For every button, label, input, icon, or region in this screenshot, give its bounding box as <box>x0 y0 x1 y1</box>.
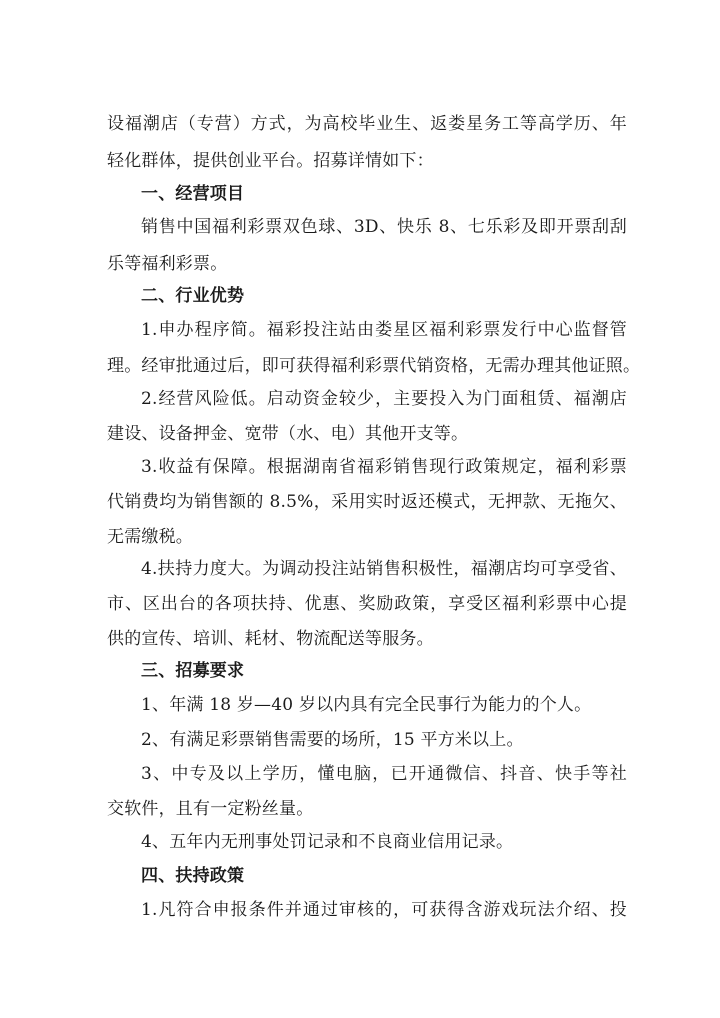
body-text-line: 无需缴税。 <box>107 527 193 547</box>
body-text-line: 市、区出台的各项扶持、优惠、奖励政策，享受区福利彩票中心提 <box>107 594 627 614</box>
body-text-line: 1、年满 18 岁—40 岁以内具有完全民事行为能力的个人。 <box>141 695 592 715</box>
body-text-line: 2.经营风险低。启动资金较少，主要投入为门面租赁、福潮店 <box>141 389 627 409</box>
section-heading: 二、行业优势 <box>141 286 245 306</box>
body-text-line: 销售中国福利彩票双色球、3D、快乐 8、七乐彩及即开票刮刮 <box>141 217 627 237</box>
body-text-line: 2、有满足彩票销售需要的场所，15 平方米以上。 <box>141 730 524 750</box>
section-heading: 一、经营项目 <box>141 184 245 204</box>
body-text-line: 1.凡符合申报条件并通过审核的，可获得含游戏玩法介绍、投 <box>141 900 627 920</box>
section-heading: 三、招募要求 <box>141 661 245 681</box>
body-text-line: 4.扶持力度大。为调动投注站销售积极性，福潮店均可享受省、 <box>141 559 627 579</box>
body-text-line: 轻化群体，提供创业平台。招募详情如下： <box>107 151 434 171</box>
body-text-line: 交软件，且有一定粉丝量。 <box>107 799 314 819</box>
body-text-line: 3.收益有保障。根据湖南省福彩销售现行政策规定，福利彩票 <box>141 457 627 477</box>
body-text-line: 代销费均为销售额的 8.5%，采用实时返还模式，无押款、无拖欠、 <box>107 492 627 512</box>
body-text-line: 4、五年内无刑事处罚记录和不良商业信用记录。 <box>141 832 514 852</box>
body-text-line: 乐等福利彩票。 <box>107 254 228 274</box>
body-text-line: 1.申办程序简。福彩投注站由娄星区福利彩票发行中心监督管 <box>141 320 627 340</box>
section-heading: 四、扶持政策 <box>141 866 245 886</box>
body-text-line: 供的宣传、培训、耗材、物流配送等服务。 <box>107 629 434 649</box>
body-text-line: 理。经审批通过后，即可获得福利彩票代销资格，无需办理其他证照。 <box>107 356 641 376</box>
body-text-line: 建设、设备押金、宽带（水、电）其他开支等。 <box>107 424 469 444</box>
body-text-line: 3、中专及以上学历，懂电脑，已开通微信、抖音、快手等社 <box>141 764 627 784</box>
body-text-line: 设福潮店（专营）方式，为高校毕业生、返娄星务工等高学历、年 <box>107 114 627 134</box>
